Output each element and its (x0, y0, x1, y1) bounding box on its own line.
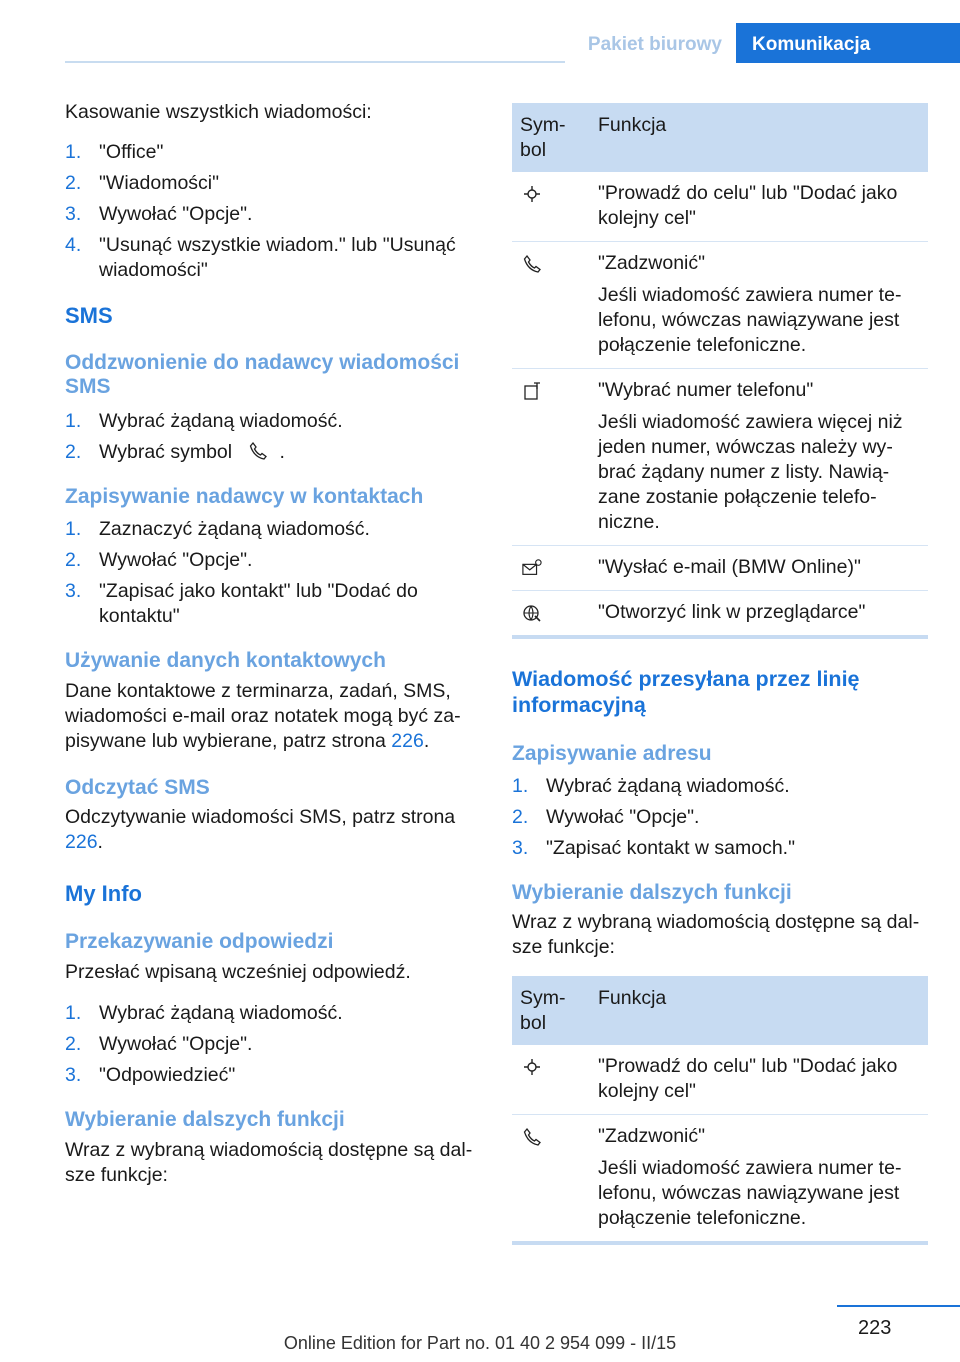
column-header-function: Funkcja (590, 976, 928, 1045)
table-row (512, 242, 928, 369)
more-functions-text: Wraz z wybraną wiadomością dostępne są dalsze funkcje: (65, 1139, 473, 1186)
list-item: 1. Wybrać żądaną wiadomość. (512, 775, 790, 797)
edition-note: Online Edition for Part no. 01 40 2 954 099 - II/15 (283, 1333, 677, 1353)
contact-data-text: Dane kontaktowe z terminarza, zadań, SMS, wiadomości e-mail oraz notatek mogą być zapisywane lub wybierane, patrz strona 226. (65, 680, 461, 752)
read-sms-text: Odczytywanie wiadomości SMS, patrz strona 226. (65, 806, 456, 853)
callback-heading: Oddzwonienie do nadawcy wiadomości SMS (65, 351, 460, 398)
page-link[interactable]: 226 (391, 730, 424, 752)
forward-heading: Przekazywanie odpowiedzi (65, 930, 334, 953)
sms-heading: SMS (65, 303, 113, 328)
save-sender-steps (65, 517, 477, 629)
more-functions-heading: Wybieranie dalszych funkcji (65, 1108, 345, 1131)
column-header-function: Funkcja (590, 103, 928, 172)
phone-icon (522, 254, 582, 274)
phone-icon (522, 1127, 582, 1147)
delete-intro: Kasowanie wszystkich wiadomości: (65, 101, 372, 123)
navigation-icon (522, 1057, 582, 1077)
email-icon (522, 558, 582, 578)
table-row (512, 369, 928, 546)
table-cell: "Prowadź do celu" lub "Dodać jako kolejny cel" (590, 1045, 928, 1115)
table-cell: "Prowadź do celu" lub "Dodać jako kolejny cel" (590, 172, 928, 242)
list-item: 2. Wywołać "Opcje". (65, 549, 253, 571)
info-message-heading: Wiadomość przesyłana przez linię informacyjną (512, 667, 860, 717)
table-cell: "Wysłać e-mail (BMW Online)" (590, 546, 928, 591)
footer-rule (837, 1305, 960, 1307)
column-header-symbol: Symbol (512, 103, 590, 172)
list-item: 2. Wywołać "Opcje". (512, 806, 700, 828)
list-item: 3. "Zapisać jako kontakt" lub "Dodać do kontaktu" (65, 580, 418, 627)
phone-icon (248, 441, 270, 461)
list-item: 1. Wybrać żądaną wiadomość. (65, 410, 343, 432)
delete-steps (65, 140, 477, 283)
callback-steps (65, 409, 477, 465)
table-cell: "Wybrać numer telefonu" Jeśli wiadomość zawiera więcej niż jeden numer, wówczas należy wybrać żądany numer z listy. Nawiązane zostanie połączenie telefoniczne. (590, 369, 928, 546)
list-item: 2. Wybrać symbol . (65, 441, 285, 463)
list-item: 3. "Zapisać kontakt w samoch." (512, 837, 796, 859)
table-row (512, 172, 928, 242)
table-header-row (512, 103, 928, 172)
read-sms-heading: Odczytać SMS (65, 776, 210, 799)
page-number: 223 (858, 1317, 892, 1339)
table-cell: "Zadzwonić" Jeśli wiadomość zawiera numer telefonu, wówczas nawiązywane jest połączenie telefoniczne. (590, 1115, 928, 1244)
more-functions-text: Wraz z wybraną wiadomością dostępne są dalsze funkcje: (512, 911, 920, 958)
forward-steps (65, 1001, 477, 1088)
list-item: 1. Zaznaczyć żądaną wiadomość. (65, 518, 370, 540)
table-cell: "Zadzwonić" Jeśli wiadomość zawiera numer telefonu, wówczas nawiązywane jest połączenie telefoniczne. (590, 242, 928, 369)
address-steps (512, 774, 928, 861)
table-row (512, 1115, 928, 1244)
table-header-row (512, 976, 928, 1045)
list-item: 2. "Wiadomości" (65, 172, 220, 194)
functions-table-2 (512, 976, 928, 1245)
table-cell: "Otworzyć link w przeglądarce" (590, 591, 928, 638)
header-chapter: Komunikacja (736, 23, 960, 63)
table-row (512, 1045, 928, 1115)
left-column (65, 100, 477, 1188)
functions-table-1 (512, 103, 928, 639)
browser-icon (522, 603, 582, 623)
list-item: 3. Wywołać "Opcje". (65, 203, 253, 225)
save-sender-heading: Zapisywanie nadawcy w kontaktach (65, 485, 424, 508)
column-header-symbol: Symbol (512, 976, 590, 1045)
myinfo-heading: My Info (65, 881, 142, 906)
header-section: Pakiet biurowy (565, 23, 736, 63)
list-item: 2. Wywołać "Opcje". (65, 1033, 253, 1055)
forward-text: Przesłać wpisaną wcześniej odpowiedź. (65, 961, 411, 983)
page-link[interactable]: 226 (65, 831, 98, 853)
more-functions-heading: Wybieranie dalszych funkcji (512, 881, 792, 904)
navigation-icon (522, 184, 582, 204)
select-number-icon (522, 381, 582, 401)
table-row (512, 546, 928, 591)
list-item: 4. "Usunąć wszystkie wiadom." lub "Usunąć wiadomości" (65, 234, 456, 281)
list-item: 1. Wybrać żądaną wiadomość. (65, 1002, 343, 1024)
list-item: 1. "Office" (65, 141, 164, 163)
contact-data-heading: Używanie danych kontaktowych (65, 649, 386, 672)
address-heading: Zapisywanie adresu (512, 742, 712, 765)
list-item: 3. "Odpowiedzieć" (65, 1064, 236, 1086)
right-column (512, 103, 928, 1245)
table-row (512, 591, 928, 638)
